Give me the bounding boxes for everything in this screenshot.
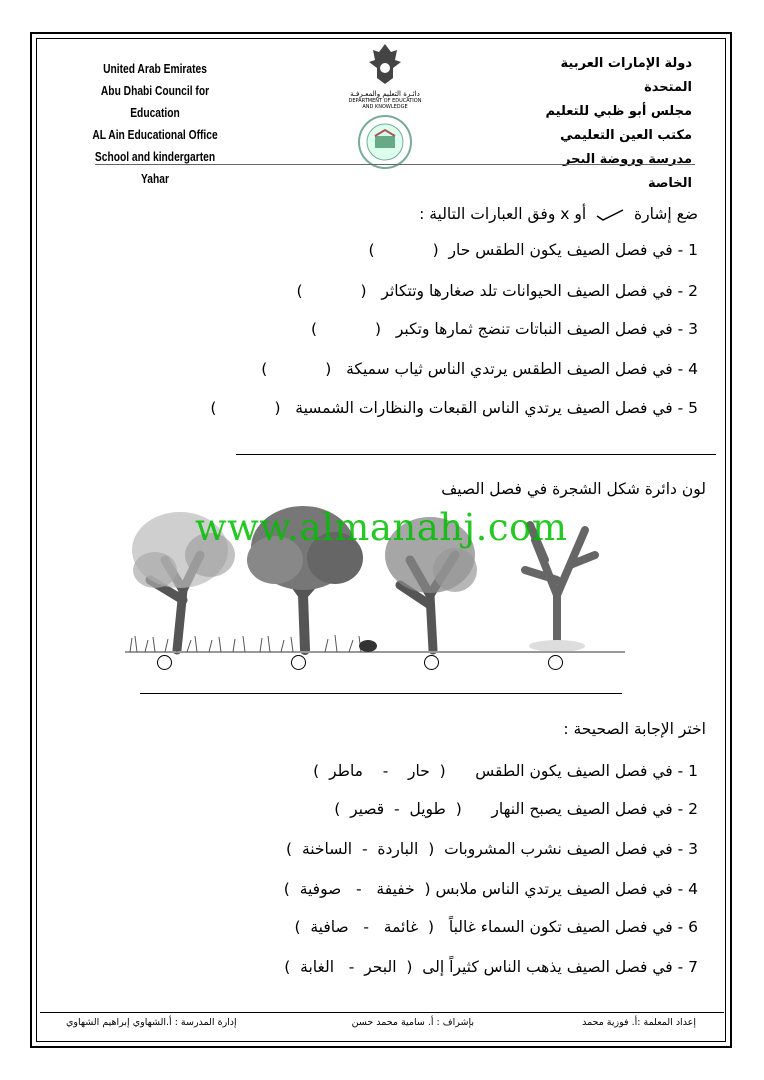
header-arabic	[522, 52, 692, 196]
section3-item-2[interactable]: 2 - في فصل الصيف يصبح النهار ( طويل - قصير )	[334, 800, 698, 818]
section1-divider	[236, 454, 716, 455]
answer-blank-4[interactable]: ()	[261, 360, 332, 378]
header-en-line-1: United Arab Emirates	[103, 62, 207, 76]
logo-english-line-1: DEPARTMENT OF EDUCATION	[348, 98, 422, 104]
header-ar-line-3: مكتب العين التعليمي	[560, 128, 692, 143]
section1-item-1: 1 - في فصل الصيف يكون الطقس حار ()	[368, 241, 698, 259]
header-en-line-3: AL Ain Educational Office	[92, 128, 218, 142]
color-circle-tree-3[interactable]	[424, 655, 439, 670]
section3-instruction: اختر الإجابة الصحيحة :	[563, 720, 706, 738]
ministry-logo	[330, 42, 440, 162]
footer-supervisor: بإشراف : أ. سامية محمد حسن	[351, 1017, 474, 1028]
school-seal-icon	[357, 114, 413, 170]
falcon-emblem-icon	[365, 42, 405, 86]
section3-item-1[interactable]: 1 - في فصل الصيف يكون الطقس ( حار - ماطر )	[313, 762, 698, 780]
animal-icon	[359, 640, 377, 652]
section1-item-5: 5 - في فصل الصيف يرتدي الناس القبعات والنظارات الشمسية ()	[210, 399, 698, 417]
section3-item-3[interactable]: 3 - في فصل الصيف نشرب المشروبات ( الباردة - الساخنة )	[286, 840, 698, 858]
section3-item-6[interactable]: 7 - في فصل الصيف يذهب الناس كثيراً إلى ( البحر - الغابة )	[284, 958, 698, 976]
header-en-line-2: Abu Dhabi Council for Education	[100, 84, 210, 120]
section1-item-4: 4 - في فصل الصيف الطقس يرتدي الناس ثياب سميكة ()	[261, 360, 698, 378]
logo-english-line-2: AND KNOWLEDGE	[362, 104, 408, 110]
header-en-line-4: School and kindergarten Yahar	[94, 150, 216, 186]
section1-item-2: 2 - في فصل الصيف الحيوانات تلد صغارها وتتكاثر ()	[296, 282, 698, 300]
header-english	[85, 58, 224, 190]
footer-divider	[40, 1012, 724, 1013]
section3-item-5[interactable]: 6 - في فصل الصيف تكون السماء غالباً ( غائمة - صافية )	[294, 918, 698, 936]
header-ar-line-4: مدرسة وروضة اليحر الخاصة	[563, 152, 692, 191]
answer-blank-3[interactable]: ()	[310, 320, 382, 338]
checkmark-icon	[595, 208, 625, 222]
section3-item-4[interactable]: 4 - في فصل الصيف يرتدي الناس ملابس ( خفيفة - صوفية )	[283, 880, 698, 898]
answer-blank-2[interactable]: ()	[296, 282, 367, 300]
footer-management: إدارة المدرسة : أ.الشهاوي إبراهيم الشهاوي	[66, 1017, 237, 1028]
section2-divider	[140, 693, 622, 694]
header-ar-line-2: مجلس أبو ظبي للتعليم	[545, 104, 692, 119]
section1-instruction: ضع إشارة أو x وفق العبارات التالية :	[419, 205, 698, 223]
watermark-text: www.almanahj.com	[195, 506, 568, 549]
section1-item-3: 3 - في فصل الصيف النباتات تنضج ثمارها وتكبر ()	[310, 320, 698, 338]
footer-teacher: إعداد المعلمة :أ. فوزية محمد	[582, 1017, 696, 1028]
answer-blank-1[interactable]: ()	[368, 241, 439, 259]
section2-instruction: لون دائرة شكل الشجرة في فصل الصيف	[441, 480, 706, 498]
header-ar-line-1: دولة الإمارات العربية المتحدة	[560, 56, 692, 95]
header-divider	[95, 164, 695, 165]
color-circle-tree-2[interactable]	[291, 655, 306, 670]
answer-blank-5[interactable]: ()	[210, 399, 281, 417]
logo-arabic-text: دائـرة التعليم والمعـرفـة	[350, 90, 420, 98]
color-circle-tree-1[interactable]	[157, 655, 172, 670]
color-circle-tree-4[interactable]	[548, 655, 563, 670]
